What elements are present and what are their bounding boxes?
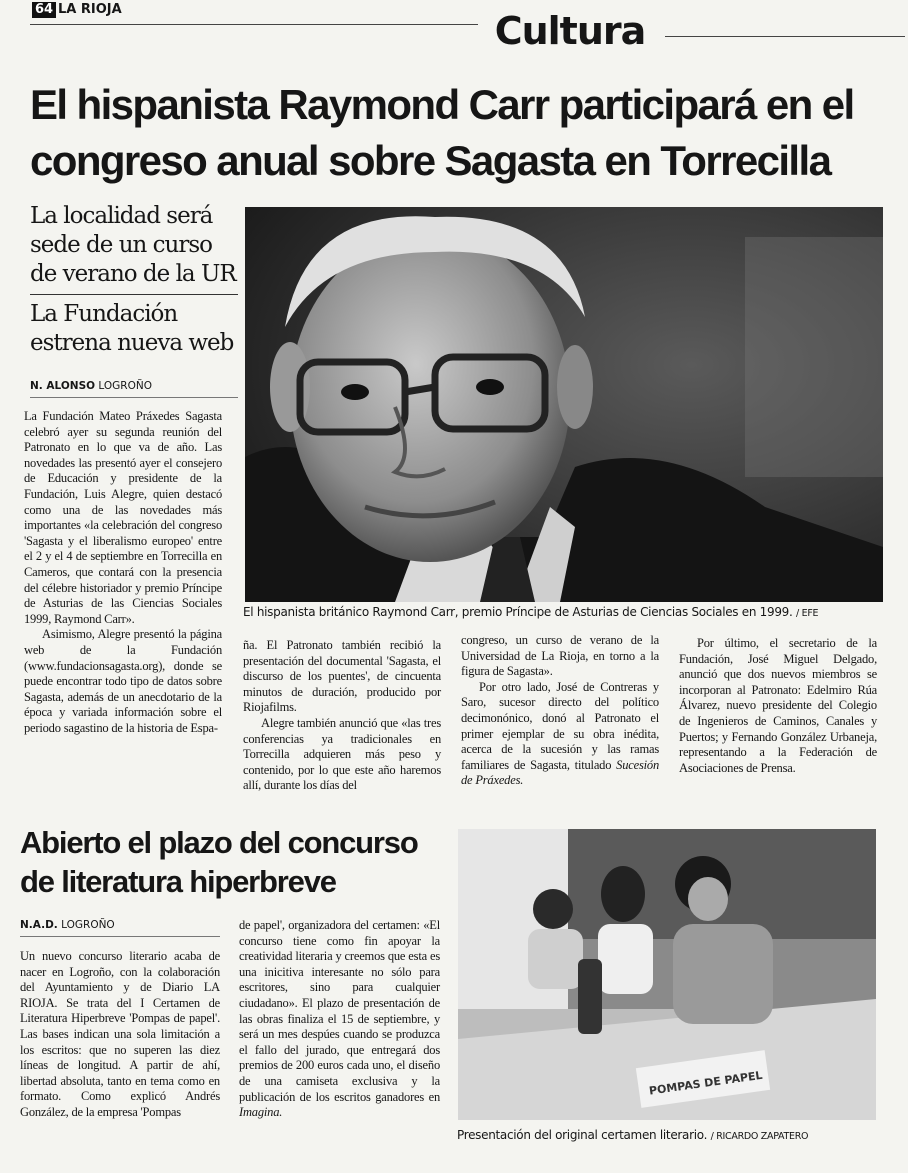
newspaper-name: LA RIOJA — [58, 2, 122, 17]
paragraph: Alegre también anunció que «las tres conferencias ya tradicionales en Torrecilla adquieren más peso y contenido, por lo que este año haremos allí, durante los días del — [243, 715, 441, 793]
byline-place: LOGROÑO — [61, 919, 115, 931]
paragraph: Un nuevo concurso literario acaba de nacer en Logroño, con la colaboración del Ayuntamiento y de Diario LA RIOJA. Se trata del I Certamen de Literatura Hiperbreve 'Pompas de papel'. Las bases indican una sola limitación a los escritos: que no superen las diez líneas de longitud. A partir de ahí, libertad absoluta, tanto en tema como en formato. Como explicó Andrés González, de la empresa 'Pompas — [20, 949, 220, 1119]
headline2-line-2: de literatura hiperbreve — [20, 864, 336, 899]
headline-line-2: congreso anual sobre Sagasta en Torrecilla — [30, 137, 831, 184]
book-title: Sucesión de Práxedes. — [461, 757, 659, 788]
headline2-line-1: Abierto el plazo del concurso — [20, 825, 418, 860]
header-rule-right — [665, 36, 905, 37]
headline-line-1: El hispanista Raymond Carr participará en el — [30, 81, 854, 128]
caption-credit: / RICARDO ZAPATERO — [710, 1131, 809, 1142]
paragraph: ña. El Patronato también recibió la presentación del documental 'Sagasta, el discurso de los puentes', de cincuenta minutos de duración, producido por Riojafilms. — [243, 638, 441, 715]
byline-place: LOGROÑO — [98, 380, 152, 392]
photo-contest-presentation — [458, 829, 876, 1120]
header-rule-left — [30, 24, 478, 25]
portrait-illustration — [245, 207, 883, 602]
byline-author: N. ALONSO — [30, 380, 96, 392]
paragraph — [461, 680, 659, 789]
page-number: 64 — [32, 2, 56, 18]
press-conference-illustration — [458, 829, 876, 1120]
paragraph-text: de papel', organizadora del certamen: «El concurso tiene como fin apoyar la creatividad literaria y creemos que esta es una inicitiva interesante no sólo para escritores, sino para cualquier ciudadano». El plazo de presentación de las obras finaliza el 15 de septiembre, y será un mes despúes cuando se produzca el fallo del jurado, que entregará dos premios de 200 euros cada uno, el diseño de una camiseta exclusiva y la publicación de los escritos ganadores en — [239, 918, 440, 1104]
deck-secondary: La Fundación estrena nueva web — [30, 301, 234, 356]
supplement-name: Imagina. — [239, 1105, 283, 1120]
article-column-2 — [243, 638, 441, 794]
photo-caption — [243, 605, 818, 621]
deck-divider — [30, 294, 238, 295]
byline-rule — [20, 936, 220, 937]
byline-author: N.A.D. — [20, 919, 58, 931]
article2-column-1 — [20, 949, 220, 1121]
caption-text: Presentación del original certamen literario. — [457, 1128, 708, 1142]
article-column-3 — [461, 633, 659, 789]
paragraph: Asimismo, Alegre presentó la página web de la Fundación (www.fundacionsagasta.org), donde se puede encontrar todo tipo de datos sobre Sagasta, además de un anecdotario de la época y variada información sobre el periodo sagastino de la historia de Espa- — [24, 627, 222, 735]
photo-caption-2 — [457, 1128, 808, 1144]
byline-rule — [30, 397, 238, 398]
paragraph: Por último, el secretario de la Fundación, José Miguel Delgado, anunció que dos nuevos miembros se incorporan al Patronato: Edelmiro Rúa Álvarez, nuevo presidente del Colegio de Ingenieros de Caminos, Canales y Puertos; y Fernando González Urbaneja, representando a la Federación de Asociaciones de Prensa. — [679, 636, 877, 775]
section-title: Cultura — [494, 9, 646, 53]
paragraph — [239, 918, 440, 1121]
deck-primary: La localidad será sede de un curso de verano de la UR — [30, 203, 236, 287]
caption-credit: / EFE — [796, 608, 819, 619]
paragraph: La Fundación Mateo Práxedes Sagasta celebró ayer su segunda reunión del Patronato en lo que va de año. Las novedades las presentó ayer el consejero de Educación y presidente de la Fundación, Luis Alegre, quien destacó como una de las novedades más importantes «la celebración del congreso 'Sagasta y el liberalismo europeo' entre el 2 y el 4 de septiembre en Torrecilla en Cameros, que contará con la presencia del célebre historiador y premio Príncipe de Asturias de las Ciencias Sociales 1999, Raymond Carr». — [24, 409, 222, 626]
article-column-4 — [679, 636, 877, 776]
caption-text: El hispanista británico Raymond Carr, premio Príncipe de Asturias de Ciencias Sociales en 1999. — [243, 605, 793, 619]
article2-column-2 — [239, 918, 440, 1121]
paragraph: congreso, un curso de verano de la Universidad de La Rioja, en torno a la figura de Sagasta». — [461, 633, 659, 679]
paragraph-text: Por otro lado, José de Contreras y Saro, sucesor directo del político decimonónico, donó al Patronato el primer ejemplar de su obra inédita, acerca de la sucesión y las ramas familiares de Sagasta, titulado — [461, 679, 659, 772]
article-column-1 — [24, 409, 222, 736]
photo-raymond-carr — [245, 207, 883, 602]
byline-2 — [20, 918, 115, 932]
banner-text: POMPAS DE PAPEL — [648, 1068, 764, 1098]
byline — [30, 379, 152, 393]
